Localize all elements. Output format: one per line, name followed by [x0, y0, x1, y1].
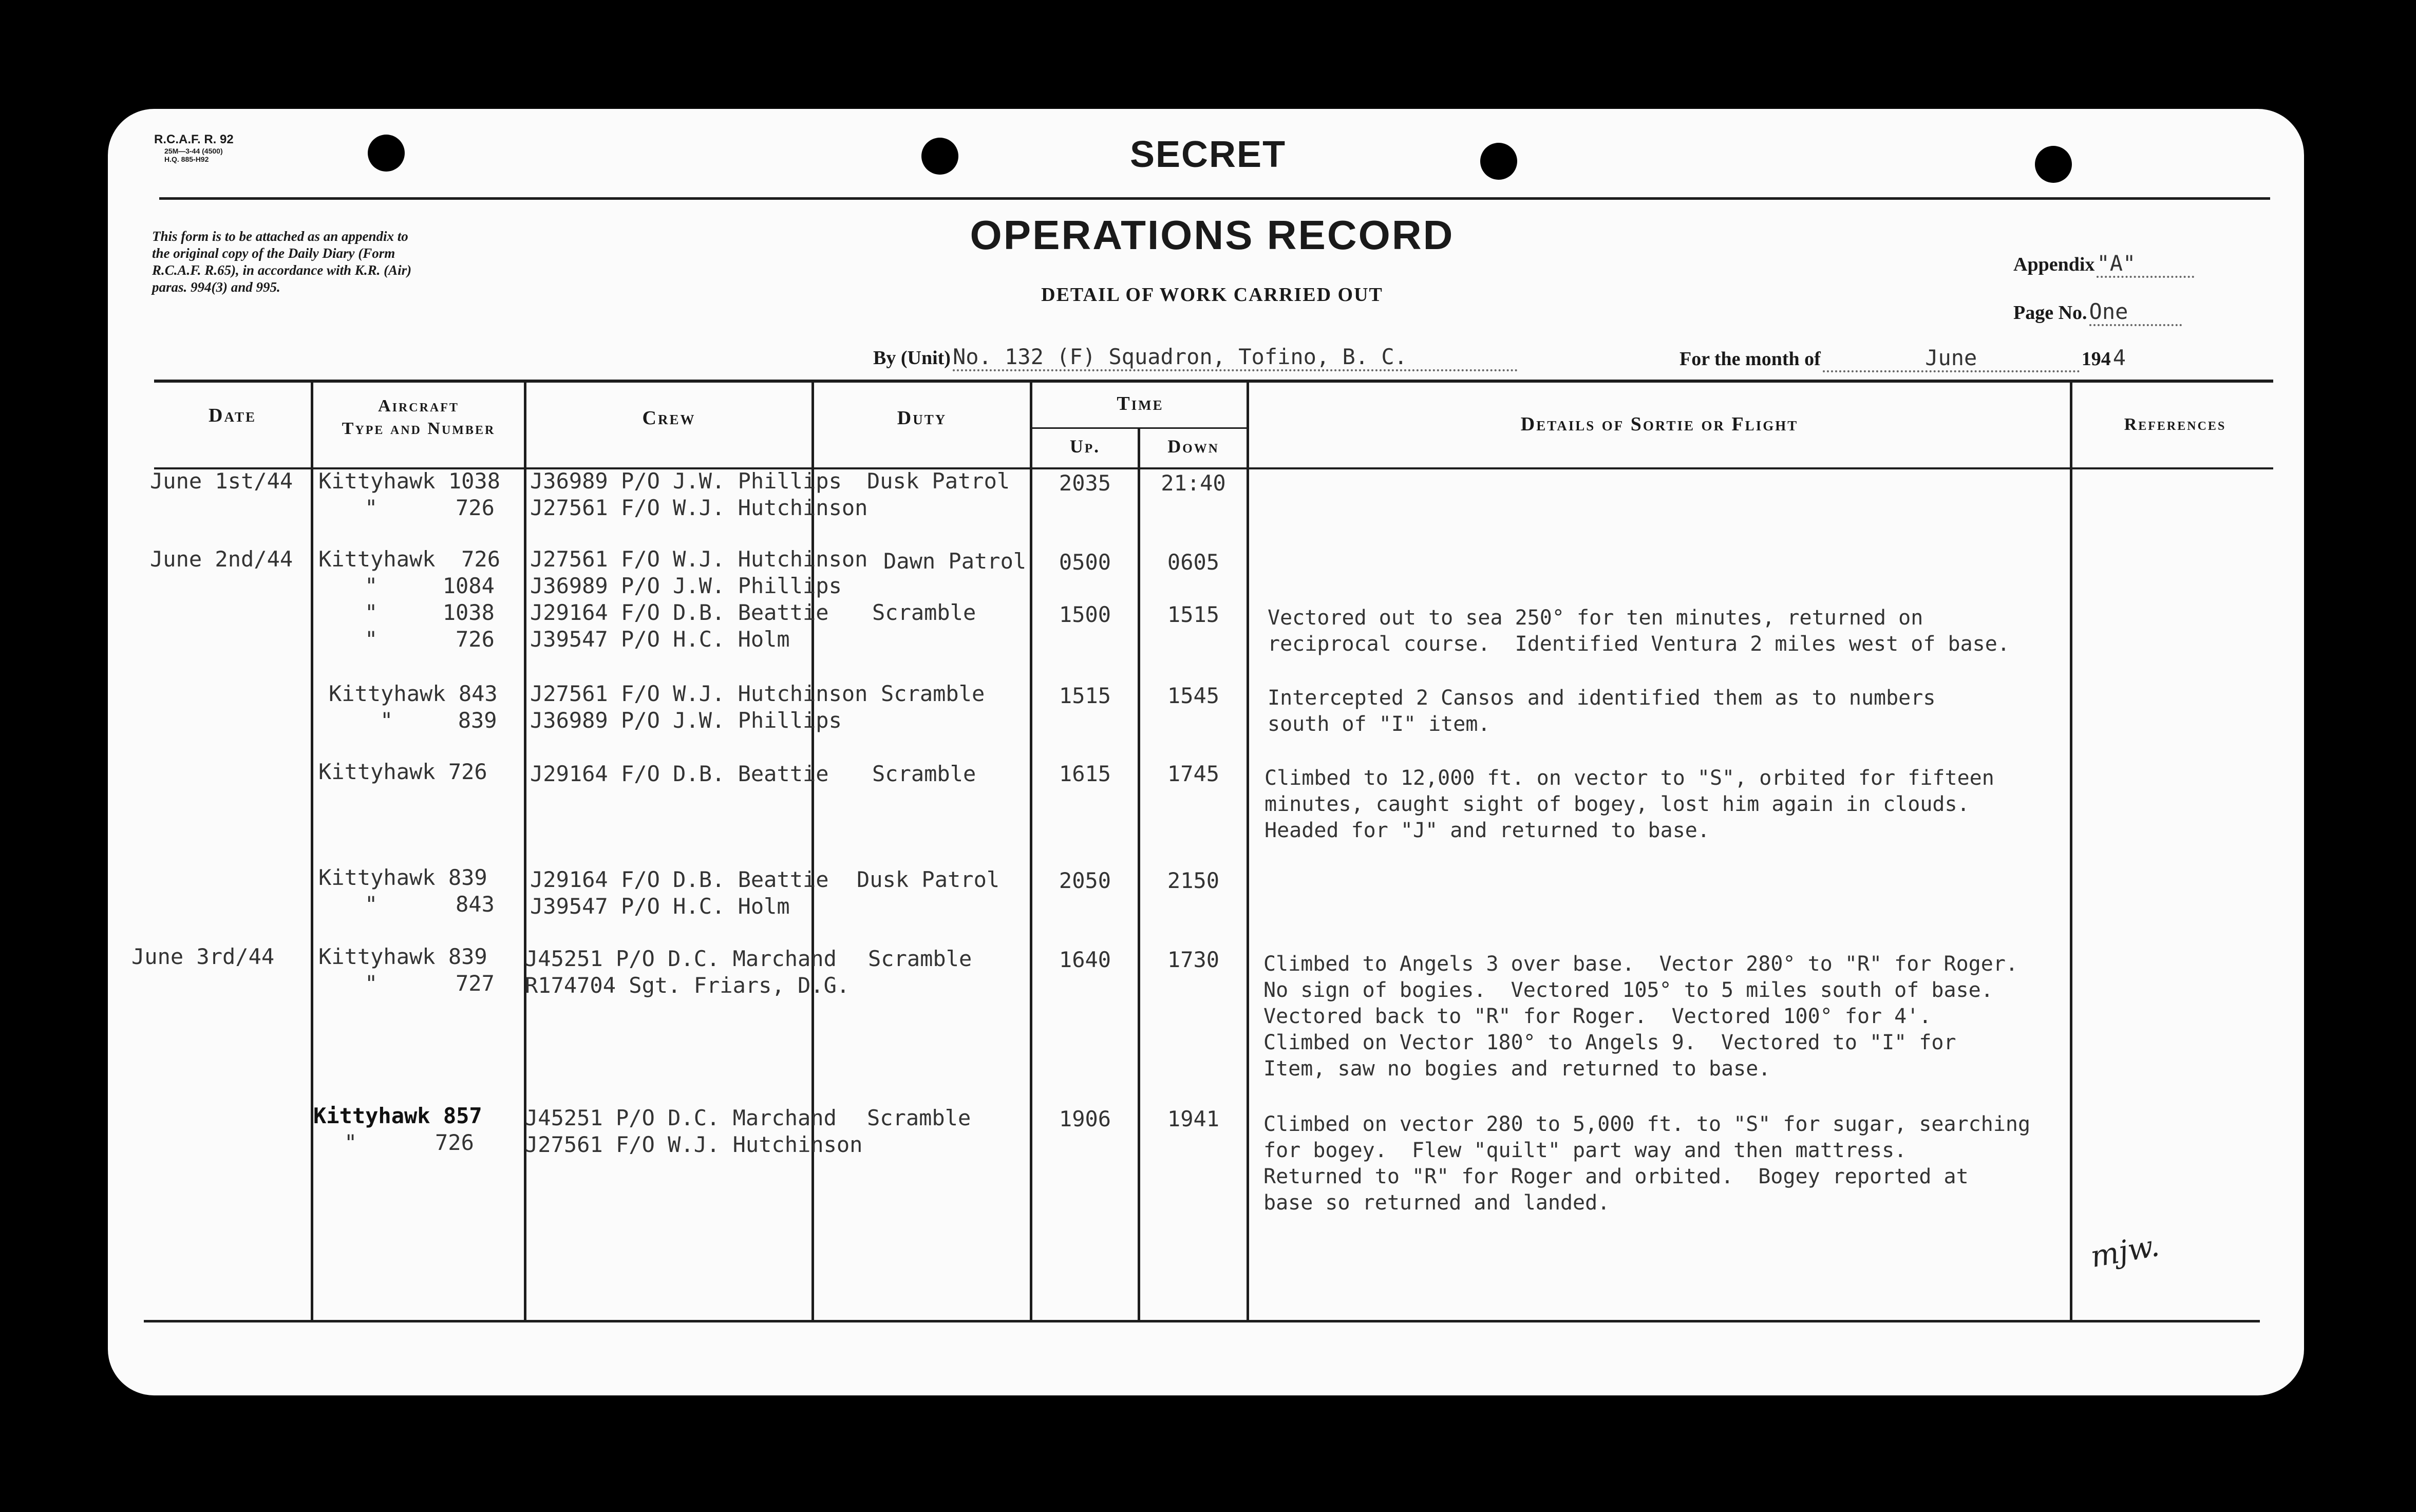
row-duty: Scramble — [872, 600, 976, 625]
header-references: References — [2124, 415, 2226, 434]
form-title: OPERATIONS RECORD — [970, 212, 1455, 258]
row-aircraft: " 726 — [365, 627, 495, 652]
header-up: Up. — [1069, 436, 1101, 457]
table-top-rule — [154, 380, 2273, 383]
form-code-line3: H.Q. 885-H92 — [164, 155, 209, 163]
header-duty: Duty — [897, 407, 947, 429]
row-duty: Dawn Patrol — [883, 549, 1027, 574]
year-prefix: 194 — [2081, 348, 2111, 370]
row-time-down: 1545 — [1167, 683, 1220, 708]
row-crew: J39547 P/O H.C. Holm — [530, 627, 790, 652]
row-aircraft: Kittyhawk 857 — [313, 1103, 482, 1128]
row-aircraft: Kittyhawk 726 — [318, 759, 487, 784]
row-crew: J45251 P/O D.C. Marchand — [525, 1105, 837, 1130]
row-aircraft: Kittyhawk 839 — [318, 944, 487, 969]
operations-record-card — [108, 109, 2304, 1395]
row-details: Headed for "J" and returned to base. — [1264, 819, 1710, 842]
divider-crew — [811, 381, 814, 1321]
row-details: Climbed to 12,000 ft. on vector to "S", orbited for fifteen — [1264, 766, 1994, 790]
row-duty: Scramble — [881, 681, 985, 706]
row-time-down: 2150 — [1167, 868, 1220, 893]
divider-aircraft — [524, 381, 526, 1321]
row-details: for bogey. Flew "quilt" part way and then mattress. — [1263, 1139, 1907, 1162]
row-time-up: 1500 — [1059, 602, 1111, 627]
month-value: June — [1823, 345, 2080, 372]
row-time-up: 1515 — [1059, 683, 1111, 708]
row-crew: J27561 F/O W.J. Hutchinson — [530, 681, 868, 706]
row-time-down: 1941 — [1167, 1106, 1220, 1131]
header-details: Details of Sortie or Flight — [1520, 413, 1799, 435]
row-time-up: 1640 — [1059, 947, 1111, 972]
row-date: June 1st/44 — [150, 468, 293, 494]
header-down: Down — [1167, 436, 1219, 457]
row-aircraft: " 726 — [344, 1130, 474, 1155]
page-label: Page No. — [2013, 302, 2087, 324]
reviewer-initials: mjw. — [2088, 1227, 2162, 1275]
page-field — [2013, 299, 2182, 326]
row-time-up: 2050 — [1059, 868, 1111, 893]
divider-down — [1247, 381, 1249, 1321]
month-field — [1679, 345, 2126, 372]
row-aircraft: " 727 — [365, 971, 495, 996]
divider-details — [2070, 381, 2072, 1321]
form-code — [154, 133, 234, 163]
month-label: For the month of — [1679, 348, 1821, 370]
row-aircraft: Kittyhawk 1038 — [318, 468, 501, 494]
row-details: south of "I" item. — [1268, 712, 1490, 736]
form-subtitle: DETAIL OF WORK CARRIED OUT — [1041, 284, 1383, 306]
row-time-down: 1515 — [1167, 602, 1220, 627]
row-date: June 3rd/44 — [131, 944, 275, 969]
row-details: No sign of bogies. Vectored 105° to 5 miles south of base. — [1263, 978, 1993, 1002]
row-aircraft: Kittyhawk 839 — [318, 865, 487, 890]
header-aircraft-2: Type and Number — [342, 419, 496, 438]
header-date: Date — [209, 405, 256, 426]
row-aircraft: " 1038 — [365, 600, 495, 625]
row-aircraft: " 839 — [380, 708, 497, 733]
row-duty: Dusk Patrol — [867, 468, 1010, 494]
row-details: Climbed on vector 280 to 5,000 ft. to "S" for sugar, searching — [1263, 1112, 2031, 1136]
appendix-field — [2013, 251, 2194, 278]
row-crew: J36989 P/O J.W. Phillips — [530, 573, 842, 598]
row-aircraft: " 843 — [365, 892, 495, 917]
form-note: This form is to be attached as an appendix to the original copy of the Daily Diary (Form R.C.A.F. R.65), in accordance with K.R. (Air) paras. 994(3) and 995. — [152, 229, 412, 295]
table-bottom-rule — [144, 1320, 2260, 1322]
form-code-line2: 25M—3-44 (4500) — [164, 147, 223, 155]
row-time-down: 1730 — [1167, 947, 1220, 972]
header-crew: Crew — [642, 407, 696, 429]
divider-date — [311, 381, 313, 1321]
row-duty: Scramble — [867, 1105, 971, 1130]
punch-hole — [921, 138, 958, 175]
unit-label: By (Unit) — [873, 347, 951, 369]
row-details: base so returned and landed. — [1263, 1191, 1610, 1215]
row-crew: J27561 F/O W.J. Hutchinson — [530, 546, 868, 572]
row-details: Climbed on Vector 180° to Angels 9. Vectored to "I" for — [1263, 1031, 1956, 1054]
unit-field — [873, 344, 1518, 371]
row-crew: J29164 F/O D.B. Beattie — [530, 867, 829, 892]
row-time-down: 21:40 — [1161, 470, 1226, 496]
unit-value: No. 132 (F) Squadron, Tofino, B. C. — [953, 344, 1518, 371]
row-duty: Dusk Patrol — [857, 867, 1000, 892]
row-time-down: 1745 — [1167, 761, 1220, 786]
row-details: Returned to "R" for Roger and orbited. Bogey reported at — [1263, 1165, 1969, 1188]
row-time-up: 2035 — [1059, 470, 1111, 496]
row-crew: J27561 F/O W.J. Hutchinson — [530, 495, 868, 520]
header-aircraft-1: Aircraft — [378, 396, 459, 415]
year-suffix: 4 — [2112, 345, 2126, 370]
row-duty: Scramble — [868, 946, 972, 971]
row-crew: R174704 Sgt. Friars, D.G. — [525, 973, 850, 998]
row-time-up: 1906 — [1059, 1106, 1111, 1131]
punch-hole — [1480, 143, 1517, 180]
row-details: reciprocal course. Identified Ventura 2 miles west of base. — [1268, 632, 2010, 656]
appendix-label: Appendix — [2013, 254, 2095, 275]
row-time-up: 0500 — [1059, 550, 1111, 575]
row-time-up: 1615 — [1059, 761, 1111, 786]
row-aircraft: Kittyhawk 843 — [329, 681, 498, 706]
punch-hole — [368, 135, 405, 172]
row-crew: J29164 F/O D.B. Beattie — [530, 761, 829, 786]
row-details: minutes, caught sight of bogey, lost him again in clouds. — [1264, 792, 1970, 816]
divider-duty — [1030, 381, 1032, 1321]
row-details: Intercepted 2 Cansos and identified them as to numbers — [1268, 686, 1936, 710]
form-code-line1: R.C.A.F. R. 92 — [154, 133, 234, 146]
classification-stamp: SECRET — [1130, 134, 1287, 175]
row-time-down: 0605 — [1167, 550, 1220, 575]
appendix-value: "A" — [2097, 251, 2194, 278]
row-aircraft: " 1084 — [365, 573, 495, 598]
row-aircraft: Kittyhawk 726 — [318, 546, 501, 572]
page-value: One — [2089, 299, 2182, 326]
row-date: June 2nd/44 — [150, 546, 293, 572]
punch-hole — [2035, 146, 2072, 183]
row-details: Vectored out to sea 250° for ten minutes, returned on — [1268, 606, 1923, 630]
row-details: Climbed to Angels 3 over base. Vector 280° to "R" for Roger. — [1263, 952, 2018, 976]
row-aircraft: " 726 — [365, 495, 495, 520]
row-crew: J36989 P/O J.W. Phillips — [530, 468, 842, 494]
header-time: Time — [1117, 393, 1164, 414]
row-details: Item, saw no bogies and returned to base. — [1263, 1057, 1771, 1081]
row-details: Vectored back to "R" for Roger. Vectored 100° for 4'. — [1263, 1005, 1932, 1028]
row-crew: J27561 F/O W.J. Hutchinson — [525, 1132, 863, 1157]
row-crew: J45251 P/O D.C. Marchand — [525, 946, 837, 971]
row-crew: J39547 P/O H.C. Holm — [530, 894, 790, 919]
row-crew: J29164 F/O D.B. Beattie — [530, 600, 829, 625]
row-duty: Scramble — [872, 761, 976, 786]
header-rule — [159, 197, 2270, 200]
time-subheader-rule — [1032, 427, 1249, 429]
row-crew: J36989 P/O J.W. Phillips — [530, 708, 842, 733]
